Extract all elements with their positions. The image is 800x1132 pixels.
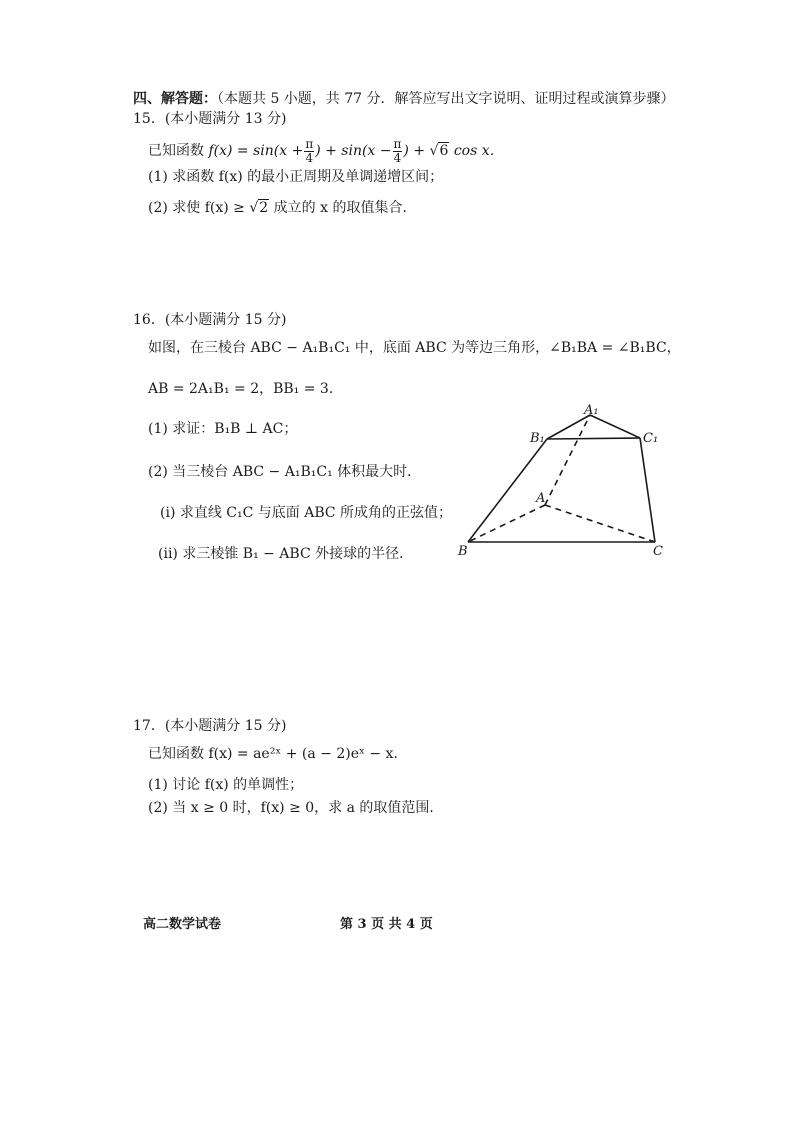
label-A1: A₁	[584, 403, 599, 418]
label-B: B	[458, 544, 468, 559]
q16-line-1: 如图，在三棱台 ABC − A₁B₁C₁ 中，底面 ABC 为等边三角形，∠B₁BA = ∠B₁BC，	[148, 340, 681, 356]
q17-part-2: (2) 当 x ≥ 0 时，f(x) ≥ 0，求 a 的取值范围．	[148, 800, 444, 816]
q15-func-mid: ) + sin(x −	[315, 143, 392, 159]
label-B1: B₁	[530, 431, 545, 446]
edge-AB	[468, 505, 545, 542]
q17-part-1: (1) 讨论 f(x) 的单调性；	[148, 777, 304, 793]
label-A: A	[536, 491, 546, 506]
q17-header: 17．(本小题满分 15 分)	[133, 718, 287, 734]
q17-intro: 已知函数 f(x) = ae²ˣ + (a − 2)eˣ − x．	[148, 746, 408, 762]
q15-func-tail-a: ) +	[403, 143, 426, 159]
q15-func-lhs: f(x) = sin(x +	[208, 143, 304, 159]
edge-CC1	[640, 438, 655, 542]
q16-part-1: (1) 求证：B₁B ⊥ AC；	[148, 421, 298, 437]
section-heading: 四、解答题：	[133, 91, 217, 107]
q16-header: 16．(本小题满分 15 分)	[133, 312, 287, 328]
q15-sqrt-2: 2	[259, 200, 269, 216]
q16-part-2-ii: (ii) 求三棱锥 B₁ − ABC 外接球的半径．	[158, 546, 414, 562]
q16-line-2: AB = 2A₁B₁ = 2，BB₁ = 3．	[148, 381, 343, 397]
frac-numerator: π	[305, 136, 314, 151]
frac-denominator: 4	[393, 150, 402, 165]
edge-AC	[545, 505, 655, 542]
q15-part-2: (2) 求使 f(x) ≥ √2 成立的 x 的取值集合．	[148, 200, 417, 216]
label-C1: C₁	[643, 431, 659, 446]
q15-sqrt-6: 6	[439, 143, 449, 159]
edge-B1C1	[547, 438, 640, 439]
q15-frac-pi-over-4-a	[304, 138, 314, 165]
q15-header: 15．(本小题满分 13 分)	[133, 111, 287, 127]
q15-part-1: (1) 求函数 f(x) 的最小正周期及单调递增区间；	[148, 169, 444, 185]
section-note: （本题共 5 小题，共 77 分．解答应写出文字说明、证明过程或演算步骤）	[217, 91, 675, 107]
q16-part-2: (2) 当三棱台 ABC − A₁B₁C₁ 体积最大时．	[148, 464, 422, 480]
footer-left: 高二数学试卷	[143, 917, 222, 932]
q16-part-2-i: (i) 求直线 C₁C 与底面 ABC 所成角的正弦值；	[160, 505, 453, 521]
edge-B1A1	[547, 415, 590, 439]
edge-A1C1	[590, 415, 640, 438]
q15-part-2-a: (2) 求使 f(x) ≥	[148, 200, 245, 216]
frac-numerator: π	[393, 136, 402, 151]
frac-denominator: 4	[305, 150, 314, 165]
footer-page-number: 第 3 页 共 4 页	[340, 917, 433, 932]
frustum-figure	[450, 395, 680, 565]
q15-func-tail-b: cos x．	[453, 143, 504, 159]
edge-AA1	[545, 415, 590, 505]
q15-function-line: 已知函数 f(x) = sin(x + $\frac{\pi}{4}$ ) + sin(x − $\frac{\pi}{4}$ ) + √6 cos x．	[148, 136, 504, 165]
q15-frac-pi-over-4-b	[393, 138, 403, 165]
q15-part-2-b: 成立的 x 的取值集合．	[273, 200, 417, 216]
label-C: C	[653, 544, 663, 559]
q15-intro: 已知函数	[148, 143, 204, 159]
section-heading-line	[133, 90, 675, 108]
